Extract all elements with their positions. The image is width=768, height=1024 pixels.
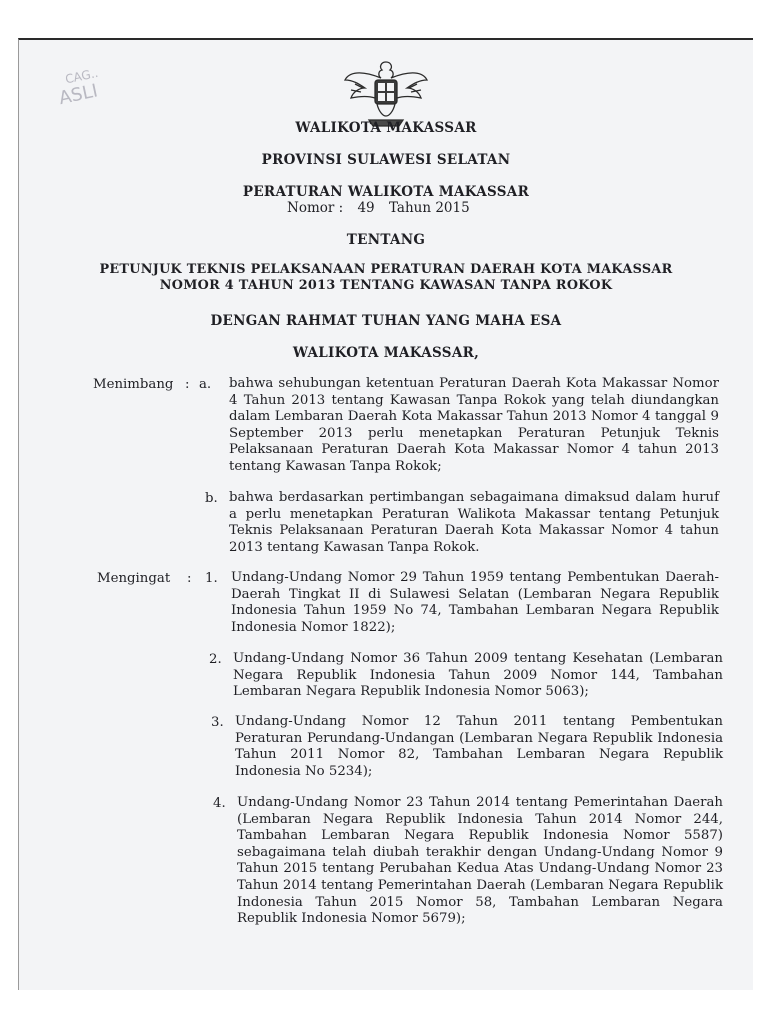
tentang-heading: TENTANG <box>346 232 426 248</box>
mengingat-item-text: Undang-Undang Nomor 29 Tahun 1959 tentang Pembentukan Daerah-Daerah Tingkat II di Sulawesi Selatan (Lembaran Negara Republik Indonesia Tahun 1959 No 74, Tambahan Lembaran Negara Republik Indonesia Nomor 1822); <box>231 570 719 635</box>
nomor-line <box>287 200 480 216</box>
mengingat-marker: 1. <box>205 571 218 586</box>
mengingat-item-text: Undang-Undang Nomor 36 Tahun 2009 tentang Kesehatan (Lembaran Negara Republik Indonesia Tahun 2009 Nomor 144, Tambahan Lembaran Negara Republik Indonesia Nomor 5063); <box>233 651 723 700</box>
handwritten-note-line: ASLI <box>57 80 100 110</box>
header-walikota: WALIKOTA MAKASSAR <box>295 120 477 136</box>
menimbang-item-text: bahwa berdasarkan pertimbangan sebagaimana dimaksud dalam huruf a perlu menetapkan Peraturan Walikota Makassar tentang Petunjuk Teknis Pelaksanaan Peraturan Daerah Kota Makassar Nomor 4 tahun 2013 tentang Kawasan Tanpa Rokok. <box>229 490 719 555</box>
mengingat-label: Mengingat <box>97 571 171 586</box>
mengingat-item-text: Undang-Undang Nomor 23 Tahun 2014 tentang Pemerintahan Daerah (Lembaran Negara Republik Indonesia Tahun 2014 Nomor 244, Tambahan Lembaran Negara Republik Indonesia Nomor 5587) sebagaimana telah diubah terakhir dengan Undang-Undang Nomor 9 Tahun 2015 tentang Perubahan Kedua Atas Undang-Undang Nomor 23 Tahun 2014 tentang Pemerintahan Daerah (Lembaran Negara Republik Indonesia Tahun 2015 Nomor 58, Tambahan Lembaran Negara Republik Indonesia Nomor 5679); <box>237 795 723 927</box>
title-line-2: NOMOR 4 TAHUN 2013 TENTANG KAWASAN TANPA ROKOK <box>159 278 613 293</box>
handwritten-note-line: CAG.. <box>63 65 100 87</box>
title-line-1: PETUNJUK TEKNIS PELAKSANAAN PERATURAN DAERAH KOTA MAKASSAR <box>99 262 673 277</box>
nomor-label: Nomor : <box>287 200 344 216</box>
tahun-value: Tahun 2015 <box>388 200 470 216</box>
menimbang-label: Menimbang <box>93 377 174 392</box>
menimbang-marker: b. <box>205 491 218 506</box>
mengingat-colon: : <box>187 571 192 586</box>
rahmat-heading: DENGAN RAHMAT TUHAN YANG MAHA ESA <box>210 313 562 329</box>
mengingat-marker: 3. <box>211 715 224 730</box>
header-peraturan: PERATURAN WALIKOTA MAKASSAR <box>242 184 530 200</box>
document-page <box>18 38 753 990</box>
handwritten-note <box>54 64 104 108</box>
mengingat-marker: 4. <box>213 796 226 811</box>
mengingat-marker: 2. <box>209 652 222 667</box>
menimbang-marker: a. <box>199 377 212 392</box>
mengingat-item-text: Undang-Undang Nomor 12 Tahun 2011 tentang Pembentukan Peraturan Perundang-Undangan (Lembaran Negara Republik Indonesia Tahun 2011 Nomor 82, Tambahan Lembaran Negara Republik Indonesia No 5234); <box>235 714 723 779</box>
nomor-value: 49 <box>357 200 375 216</box>
walikota-heading: WALIKOTA MAKASSAR, <box>292 345 480 361</box>
menimbang-item-text: bahwa sehubungan ketentuan Peraturan Daerah Kota Makassar Nomor 4 Tahun 2013 tentang Kawasan Tanpa Rokok yang telah diundangkan dalam Lembaran Daerah Kota Makassar Tahun 2013 Nomor 4 tanggal 9 September 2013 perlu menetapkan Peraturan Petunjuk Teknis Pelaksanaan Peraturan Daerah Kota Makassar Nomor 4 tahun 2013 tentang Kawasan Tanpa Rokok; <box>229 376 719 474</box>
menimbang-colon: : <box>185 377 190 392</box>
header-provinsi: PROVINSI SULAWESI SELATAN <box>261 152 511 168</box>
